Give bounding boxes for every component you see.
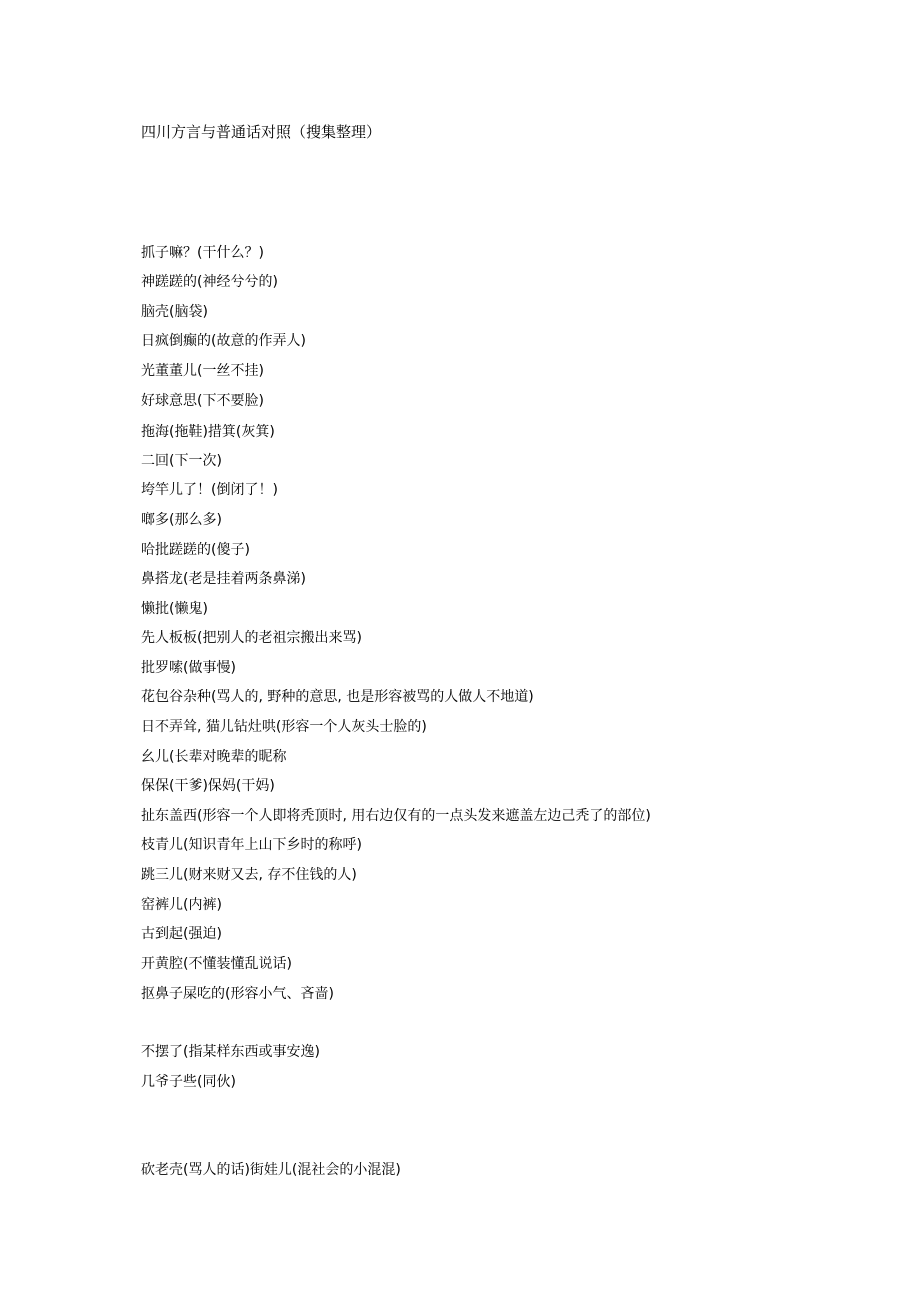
dialect-entry: 好球意思(下不要脸) (141, 393, 264, 409)
dialect-entry: 开黄腔(不懂装懂乱说话) (141, 956, 292, 972)
dialect-entry: 幺儿(长辈对晚辈的昵称 (141, 749, 287, 765)
dialect-entry: 脑壳(脑袋) (141, 304, 208, 320)
dialect-entry: 砍老壳(骂人的话)街娃儿(混社会的小混混) (141, 1162, 401, 1178)
dialect-entry: 拖海(拖鞋)措箕(灰箕) (141, 424, 275, 440)
dialect-entry: 懒批(懒鬼) (141, 601, 208, 617)
dialect-entry: 哈批蹉蹉的(傻子) (141, 542, 250, 558)
dialect-entry: 光董董儿(一丝不挂) (141, 363, 264, 379)
dialect-entry: 啷多(那么多) (141, 512, 222, 528)
dialect-entry: 花包谷杂种(骂人的, 野种的意思, 也是形容被骂的人做人不地道) (141, 689, 534, 705)
dialect-entry: 跳三儿(财来财又去, 存不住钱的人) (141, 867, 357, 883)
dialect-entry: 批罗嗦(做事慢) (141, 660, 236, 676)
dialect-entry: 扯东盖西(形容一个人即将秃顶时, 用右边仅有的一点头发来遮盖左边己秃了的部位) (141, 808, 651, 824)
dialect-entry: 保保(干爹)保妈(干妈) (141, 778, 275, 794)
dialect-entry: 窑裤儿(内裤) (141, 897, 222, 913)
document-title: 四川方言与普通话对照（搜集整理） (141, 123, 382, 141)
dialect-entry: 枝青儿(知识青年上山下乡时的称呼) (141, 837, 362, 853)
dialect-entry: 抓子嘛？(干什么？) (141, 245, 264, 261)
dialect-entry: 先人板板(把别人的老祖宗搬出来骂) (141, 630, 362, 646)
dialect-entry: 神蹉蹉的(神经兮兮的) (141, 274, 278, 290)
dialect-entry: 日疯倒癫的(故意的作弄人) (141, 333, 306, 349)
dialect-entry: 日不弄耸, 猫儿钻灶哄(形容一个人灰头士脸的) (141, 719, 427, 735)
dialect-entry: 抠鼻子屎吃的(形容小气、吝啬) (141, 986, 334, 1002)
dialect-entry: 鼻搭龙(老是挂着两条鼻涕) (141, 571, 306, 587)
dialect-entry: 古到起(强迫) (141, 926, 222, 942)
dialect-entry: 几爷子些(同伙) (141, 1074, 236, 1090)
dialect-entry: 不摆了(指某样东西或事安逸) (141, 1044, 320, 1060)
dialect-entry: 垮竿儿了！(倒闭了！) (141, 482, 278, 498)
dialect-entry: 二回(下一次) (141, 453, 222, 469)
